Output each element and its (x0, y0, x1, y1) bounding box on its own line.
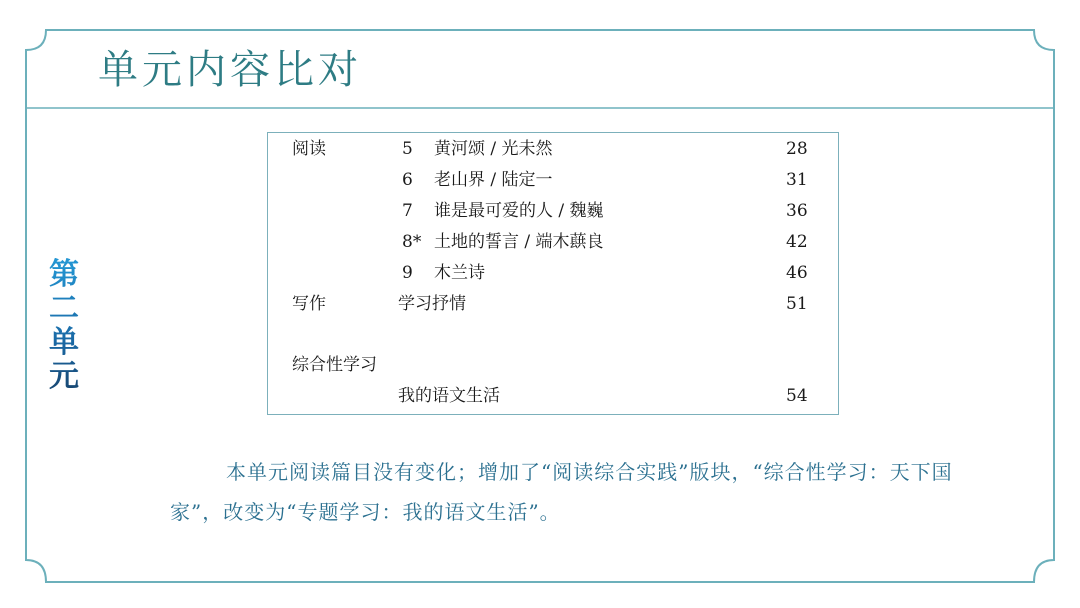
toc-title: 我的语文生活 (398, 386, 500, 406)
toc-title: 木兰诗 (434, 263, 485, 283)
unit-label-char: 元 (49, 359, 79, 394)
toc-section: 阅读 (292, 139, 326, 159)
unit-label-char: 单 (49, 325, 79, 360)
description-paragraph: 本单元阅读篇目没有变化；增加了“阅读综合实践”版块，“综合性学习：天下国家”，改变为“专题学习：我的语文生活”。 (170, 460, 953, 524)
toc-page: 54 (786, 386, 808, 406)
unit-label-char: 二 (49, 291, 79, 326)
toc-title: 学习抒情 (398, 294, 466, 314)
toc-number: 6 (402, 170, 413, 190)
toc-number: 9 (402, 263, 413, 283)
toc-row (268, 261, 838, 285)
toc-number: 7 (402, 201, 413, 221)
toc-row (268, 230, 838, 254)
toc-title: 黄河颂 / 光未然 (434, 139, 553, 159)
toc-title: 老山界 / 陆定一 (434, 170, 553, 190)
toc-row (268, 353, 838, 377)
toc-page: 31 (786, 170, 808, 190)
description-text (170, 452, 990, 532)
unit-label (44, 258, 84, 394)
toc-page: 46 (786, 263, 808, 283)
toc-number: 8* (402, 232, 422, 252)
toc-row (268, 137, 838, 161)
unit-label-char: 第 (49, 257, 79, 292)
slide-title: 单元内容比对 (98, 47, 362, 93)
toc-section: 写作 (292, 294, 326, 314)
table-of-contents (267, 132, 839, 415)
toc-number: 5 (402, 139, 413, 159)
toc-page: 28 (786, 139, 808, 159)
toc-title: 土地的誓言 / 端木蕻良 (434, 232, 604, 252)
toc-row (268, 292, 838, 316)
toc-title: 谁是最可爱的人 / 魏巍 (434, 201, 604, 221)
toc-page: 51 (786, 294, 808, 314)
toc-section: 综合性学习 (292, 355, 377, 375)
toc-page: 42 (786, 232, 808, 252)
toc-row (268, 199, 838, 223)
toc-page: 36 (786, 201, 808, 221)
toc-row (268, 384, 838, 408)
toc-row (268, 168, 838, 192)
